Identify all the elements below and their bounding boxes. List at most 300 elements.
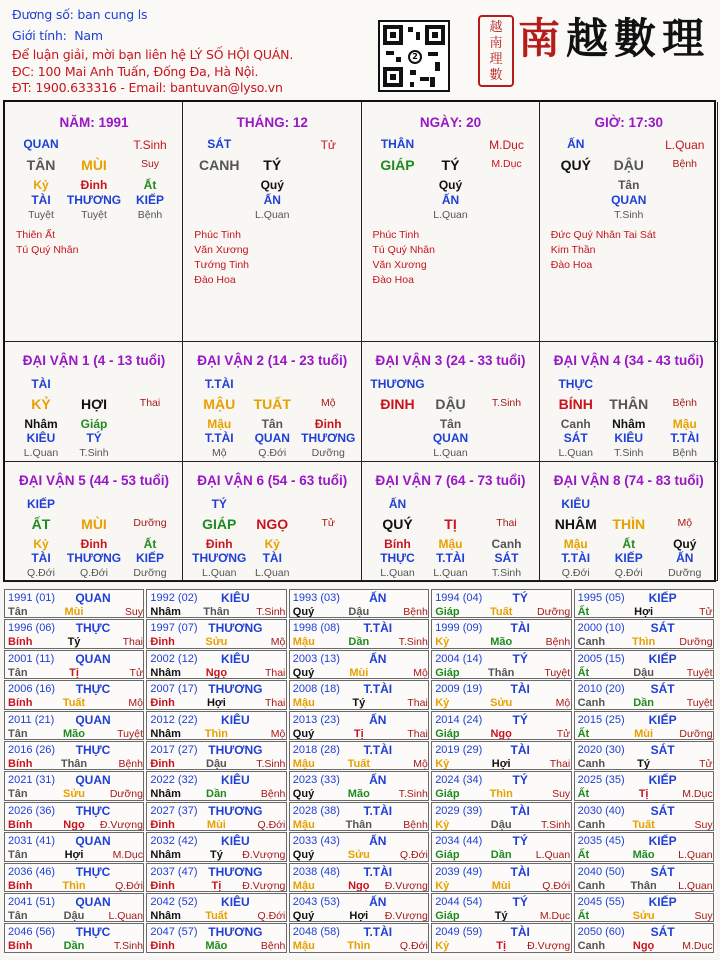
decade-hidden-phase: Dưỡng <box>133 566 167 579</box>
year-branch: Dần <box>490 849 512 862</box>
hidden-stem: Tân <box>618 178 640 192</box>
year-cell <box>4 923 144 952</box>
year-branch: Sửu <box>347 849 370 862</box>
gender-label: Giới tính: <box>12 28 67 43</box>
year-label: 2041 (51) <box>8 896 56 908</box>
decade-stem: GIÁP <box>202 515 237 532</box>
year-label: 2049 (59) <box>435 926 483 939</box>
year-cell <box>4 711 144 740</box>
hidden-stem: Kỷ <box>33 178 49 192</box>
year-cell <box>574 832 714 861</box>
year-label: 2032 (42) <box>150 835 198 848</box>
year-branch: Thìn <box>204 727 228 740</box>
year-stem: Kỷ <box>435 940 450 953</box>
year-phase: T.Sinh <box>113 940 143 953</box>
decade-stem: ẤT <box>31 515 51 532</box>
year-label: 2033 (43) <box>292 835 340 848</box>
year-ten-god: ẤN <box>369 773 387 788</box>
year-label: 2040 (50) <box>577 865 625 878</box>
year-branch: Tý <box>67 636 81 649</box>
decade-hidden-phase: L.Quan <box>23 447 59 459</box>
year-branch: Dần <box>63 940 85 953</box>
year-cell <box>431 741 571 770</box>
year-ten-god: TÀI <box>510 621 530 636</box>
pillar-cell-3 <box>362 102 540 342</box>
decade-ten-god: ẤN <box>388 496 407 511</box>
year-label: 2022 (32) <box>150 774 198 787</box>
year-ten-god: THỰC <box>75 803 111 818</box>
year-branch: Mùi <box>64 606 84 618</box>
year-stem: Bính <box>8 818 33 831</box>
decade-hidden-stem: Giáp <box>80 417 108 431</box>
hidden-god: TÀI <box>31 193 51 207</box>
year-ten-god: THƯƠNG <box>208 864 263 879</box>
year-label: 2031 (41) <box>8 835 56 848</box>
year-stem: Quý <box>292 666 315 679</box>
year-phase: T.Sinh <box>256 606 286 618</box>
year-cell <box>146 589 286 618</box>
year-ten-god: KIÊU <box>221 834 250 849</box>
year-label: 2006 (16) <box>8 683 56 696</box>
pillar-cell-1 <box>5 102 183 342</box>
decade-cell-5 <box>5 462 183 582</box>
year-ten-god: KIẾP <box>648 651 677 666</box>
decade-hidden-stem: Đinh <box>80 536 108 551</box>
year-branch: Hợi <box>64 849 84 862</box>
ten-god-branch: Tử <box>320 138 336 152</box>
year-phase: L.Quan <box>678 849 713 862</box>
year-stem: Ất <box>577 910 590 922</box>
decade-phase: Mộ <box>320 397 336 409</box>
decade-hidden-stem: Đinh <box>205 536 233 551</box>
ten-god-branch: L.Quan <box>665 138 705 152</box>
decade-hidden-god: QUAN <box>254 431 290 445</box>
year-stem: Ất <box>577 606 590 618</box>
year-phase: T.Sinh <box>398 788 428 801</box>
year-label: 1993 (03) <box>292 592 340 604</box>
year-label: 2048 (58) <box>292 926 340 939</box>
decade-hidden-stem: Mậu <box>672 417 697 431</box>
year-stem: Đinh <box>150 818 175 831</box>
year-phase: Tử <box>699 606 713 618</box>
year-stem: Canh <box>577 940 606 953</box>
year-phase: Q.Đới <box>399 849 428 862</box>
year-cell <box>146 650 286 679</box>
year-label: 2025 (35) <box>577 774 625 787</box>
year-label: 2042 (52) <box>150 896 198 908</box>
decade-branch: TUẤT <box>253 396 291 412</box>
year-phase: M.Dục <box>539 910 571 922</box>
year-ten-god: T.TÀI <box>363 925 393 940</box>
year-stem: Quý <box>292 788 315 801</box>
year-branch: Tý <box>352 697 366 710</box>
year-branch: Tị <box>496 940 507 953</box>
pillar-title: NGÀY: 20 <box>419 115 482 130</box>
year-phase: L.Quan <box>535 849 571 862</box>
hidden-phase: Bệnh <box>137 209 163 221</box>
year-label: 2039 (49) <box>435 865 483 878</box>
decade-hidden-stem: Nhâm <box>612 417 646 431</box>
star-name: Đào Hoa <box>194 274 236 286</box>
year-ten-god: ẤN <box>369 591 387 605</box>
year-cell <box>289 650 429 679</box>
year-label: 2045 (55) <box>577 896 625 908</box>
year-label: 2021 (31) <box>8 774 56 787</box>
year-cell <box>574 589 714 618</box>
year-branch: Dần <box>206 788 227 801</box>
year-branch: Sửu <box>490 697 513 710</box>
decade-branch: HỢI <box>81 396 107 412</box>
year-label: 2029 (39) <box>435 804 483 817</box>
year-stem: Quý <box>292 849 315 862</box>
year-phase: Đ.Vượng <box>527 940 571 953</box>
year-label: 2001 (11) <box>8 652 55 665</box>
hidden-stem: Quý <box>260 178 284 192</box>
decade-hidden-stem: Tân <box>439 417 462 431</box>
year-cell <box>146 923 286 952</box>
decade-hidden-stem: Mậu <box>438 536 463 551</box>
year-stem: Canh <box>577 818 606 831</box>
year-branch: Dậu <box>348 606 370 618</box>
decade-hidden-phase: T.Sinh <box>614 447 644 459</box>
year-stem: Tân <box>8 666 28 679</box>
year-branch: Thìn <box>489 788 513 801</box>
hidden-god: ẤN <box>263 193 281 207</box>
decade-cell-3 <box>362 342 540 462</box>
year-ten-god: SÁT <box>650 621 675 636</box>
owner-line: Đương số: ban cung ls <box>12 7 148 22</box>
year-phase: Tử <box>129 666 143 679</box>
earthly-branch: TÝ <box>441 157 460 173</box>
consult-line: Để luận giải, mời bạn liên hệ LÝ SỐ HỘI QUÁN. <box>12 47 294 62</box>
year-stem: Giáp <box>435 910 460 922</box>
year-cell <box>431 711 571 740</box>
decade-hidden-stem: Tân <box>261 417 283 431</box>
year-label: 2043 (53) <box>292 896 340 908</box>
year-cell <box>574 923 714 952</box>
year-branch: Hợi <box>206 697 226 710</box>
year-branch: Ngọ <box>205 666 228 679</box>
year-phase: Dưỡng <box>109 788 143 801</box>
decade-branch: TỊ <box>444 515 457 532</box>
year-stem: Tân <box>8 727 28 740</box>
year-ten-god: SÁT <box>650 743 675 757</box>
year-phase: Q.Đới <box>115 879 143 892</box>
year-stem: Đinh <box>150 879 175 892</box>
year-phase: Q.Đới <box>257 910 286 922</box>
year-cell <box>574 802 714 831</box>
year-stem: Quý <box>292 910 315 922</box>
year-ten-god: THỰC <box>75 682 111 697</box>
logo <box>518 6 710 66</box>
decade-hidden-god: THƯƠNG <box>192 550 247 565</box>
logo-char-4: 理 <box>662 14 711 63</box>
year-cell <box>431 863 571 892</box>
year-cell <box>289 589 429 618</box>
year-branch: Mão <box>205 940 228 953</box>
year-stem: Kỷ <box>435 818 450 831</box>
year-cell <box>146 619 286 648</box>
year-phase: Bệnh <box>260 788 286 801</box>
year-stem: Ất <box>577 788 590 801</box>
qr-center-mark: 2 <box>408 50 422 64</box>
year-cell <box>431 832 571 861</box>
hidden-god: THƯƠNG <box>66 193 122 207</box>
year-stem: Kỷ <box>435 879 450 892</box>
decade-ten-god: KIÊU <box>561 496 591 511</box>
year-phase: T.Sinh <box>398 636 428 649</box>
heavenly-stem: QUÝ <box>560 157 591 173</box>
year-ten-god: QUAN <box>75 651 111 666</box>
year-label: 2007 (17) <box>150 683 198 696</box>
year-ten-god: ẤN <box>369 834 387 849</box>
year-ten-god: KIẾP <box>648 834 677 849</box>
decade-hidden-phase: Q.Đới <box>27 566 55 579</box>
year-phase: Q.Đới <box>542 879 571 892</box>
decade-branch: THÌN <box>612 515 646 532</box>
year-stem: Đinh <box>150 636 175 649</box>
ten-god-stem: ẤN <box>567 137 585 151</box>
decade-cell-7 <box>362 462 540 582</box>
year-branch: Ngọ <box>490 727 512 740</box>
year-stem: Tân <box>8 849 28 862</box>
earthly-branch: DẬU <box>613 157 644 173</box>
year-cell <box>574 711 714 740</box>
decade-hidden-god: T.TÀI <box>436 550 465 565</box>
year-cell <box>431 802 571 831</box>
star-name: Tướng Tinh <box>194 259 250 271</box>
decade-branch: DẬU <box>435 396 466 412</box>
year-phase: Dưỡng <box>537 606 571 618</box>
decade-phase: Thai <box>496 516 517 529</box>
year-phase: L.Quan <box>678 879 713 892</box>
star-name: Kim Thần <box>550 244 596 256</box>
year-label: 2027 (37) <box>150 804 198 817</box>
decade-hidden-phase: Bệnh <box>672 447 698 459</box>
year-ten-god: THƯƠNG <box>208 803 263 818</box>
ten-god-stem: SÁT <box>207 137 232 151</box>
year-cell <box>4 619 144 648</box>
year-branch: Sửu <box>62 788 86 801</box>
year-ten-god: T.TÀI <box>363 803 393 818</box>
year-phase: Tuyệt <box>686 666 713 679</box>
year-ten-god: TÝ <box>512 651 528 666</box>
year-cell <box>431 893 571 922</box>
year-stem: Đinh <box>150 940 175 953</box>
year-ten-god: T.TÀI <box>363 864 393 879</box>
year-stem: Nhâm <box>150 606 181 618</box>
year-branch: Hợi <box>634 606 654 618</box>
year-cell <box>4 771 144 800</box>
decade-hidden-god: SÁT <box>563 431 588 445</box>
year-branch: Mùi <box>349 666 369 679</box>
year-label: 2037 (47) <box>150 865 198 878</box>
year-label: 2023 (33) <box>292 774 340 787</box>
logo-char-1: 南 <box>518 14 567 63</box>
year-cell <box>4 893 144 922</box>
year-stem: Giáp <box>435 727 460 740</box>
year-branch: Thìn <box>631 636 656 649</box>
year-phase: Suy <box>552 788 571 801</box>
decade-phase: Mộ <box>677 516 693 529</box>
year-cell <box>146 741 286 770</box>
year-stem: Tân <box>8 788 28 801</box>
year-branch: Mùi <box>491 879 511 892</box>
year-phase: Suy <box>124 606 143 618</box>
year-branch: Tuất <box>205 910 228 922</box>
year-stem: Nhâm <box>150 727 181 740</box>
year-cell <box>146 863 286 892</box>
year-stem: Mậu <box>292 636 315 649</box>
year-branch: Tuất <box>347 758 370 770</box>
year-ten-god: QUAN <box>75 773 111 788</box>
year-cell <box>289 923 429 952</box>
decade-title: ĐẠI VẬN 1 (4 - 13 tuổi) <box>22 353 166 368</box>
year-ten-god: TÀI <box>510 803 530 818</box>
decade-hidden-phase: Mộ <box>211 447 227 459</box>
decade-title: ĐẠI VẬN 7 (64 - 73 tuổi) <box>375 472 526 488</box>
year-cell <box>431 771 571 800</box>
year-stem: Tân <box>8 606 28 618</box>
year-label: 2000 (10) <box>577 622 625 635</box>
decade-hidden-god: TÀI <box>31 550 51 565</box>
year-phase: T.Sinh <box>541 818 571 831</box>
year-branch: Thân <box>203 606 230 618</box>
ten-god-branch: T.Sinh <box>133 138 167 152</box>
year-label: 2003 (13) <box>292 652 340 665</box>
year-phase: M.Dục <box>682 788 713 801</box>
year-cell <box>146 893 286 922</box>
year-stem: Mậu <box>292 818 315 831</box>
year-cell <box>289 680 429 709</box>
year-ten-god: TÝ <box>512 895 528 909</box>
year-ten-god: THỰC <box>75 925 111 940</box>
year-ten-god: ẤN <box>369 895 387 909</box>
decade-ten-god: THỰC <box>558 377 594 391</box>
year-stem: Mậu <box>292 879 315 892</box>
earthly-branch: MÙI <box>81 157 107 173</box>
year-phase: Bệnh <box>545 636 571 649</box>
year-ten-god: TÀI <box>510 864 530 879</box>
year-label: 2047 (57) <box>150 926 198 939</box>
year-ten-god: THỰC <box>75 743 111 757</box>
decade-hidden-phase: L.Quan <box>558 447 593 459</box>
year-stem: Quý <box>292 727 315 740</box>
year-cell <box>289 711 429 740</box>
year-phase: Thai <box>264 666 286 679</box>
year-branch: Tị <box>211 879 222 892</box>
year-ten-god: TÝ <box>512 591 528 605</box>
decade-phase: Bệnh <box>672 397 698 409</box>
decade-hidden-god: SÁT <box>494 550 519 565</box>
year-ten-god: KIÊU <box>221 591 250 605</box>
year-phase: Tuyệt <box>544 666 571 679</box>
decade-title: ĐẠI VẬN 2 (14 - 23 tuổi) <box>197 353 348 368</box>
year-label: 2038 (48) <box>292 865 340 878</box>
year-stem: Kỷ <box>435 758 450 770</box>
qr-code <box>378 20 450 92</box>
decade-hidden-phase: Q.Đới <box>80 566 108 579</box>
year-ten-god: THƯƠNG <box>208 743 263 757</box>
year-label: 1995 (05) <box>577 592 625 604</box>
year-label: 2011 (21) <box>8 713 55 726</box>
year-branch: Ngọ <box>63 818 85 831</box>
year-cell <box>574 650 714 679</box>
logo-char-3: 數 <box>614 14 663 63</box>
hidden-stem: Quý <box>438 178 463 192</box>
decade-hidden-god: KIÊU <box>614 431 644 445</box>
year-stem: Giáp <box>435 606 460 618</box>
year-label: 2018 (28) <box>292 744 340 756</box>
year-stem: Bính <box>8 758 33 770</box>
year-phase: Bệnh <box>403 606 428 618</box>
year-ten-god: KIẾP <box>648 773 677 788</box>
year-stem: Giáp <box>435 849 460 862</box>
logo-char-2: 越 <box>566 14 615 63</box>
year-stem: Quý <box>292 606 315 618</box>
year-phase: Bệnh <box>403 818 428 831</box>
star-name: Phúc Tinh <box>194 229 241 241</box>
year-branch: Tý <box>494 910 508 922</box>
year-phase: L.Quan <box>108 910 143 922</box>
year-cell <box>146 802 286 831</box>
decade-hidden-god: TÀI <box>262 550 282 565</box>
year-label: 2005 (15) <box>577 652 625 665</box>
year-phase: Mộ <box>270 727 286 740</box>
year-branch: Tuất <box>632 818 655 831</box>
decade-hidden-phase: Q.Đới <box>614 566 643 579</box>
year-ten-god: T.TÀI <box>363 682 393 697</box>
year-phase: T.Sinh <box>256 758 286 770</box>
decade-ten-god: THƯƠNG <box>370 377 425 391</box>
year-phase: Đ.Vượng <box>384 910 428 922</box>
year-ten-god: QUAN <box>75 712 111 727</box>
year-phase: Suy <box>694 910 713 922</box>
decade-title: ĐẠI VẬN 8 (74 - 83 tuổi) <box>553 472 704 488</box>
year-branch: Ngọ <box>348 879 370 892</box>
year-phase: M.Dục <box>112 849 143 862</box>
year-stem: Giáp <box>435 788 460 801</box>
decade-hidden-phase: T.Sinh <box>491 566 522 579</box>
year-cell <box>146 832 286 861</box>
year-label: 2028 (38) <box>292 804 340 817</box>
year-stem: Nhâm <box>150 910 181 922</box>
year-ten-god: ẤN <box>369 712 387 727</box>
decade-cell-1 <box>5 342 183 462</box>
year-branch: Tị <box>353 727 364 740</box>
year-stem: Mậu <box>292 697 315 710</box>
year-ten-god: THƯƠNG <box>208 925 263 940</box>
year-phase: Q.Đới <box>399 940 428 953</box>
year-label: 2008 (18) <box>292 683 340 696</box>
year-cell <box>4 680 144 709</box>
year-cell <box>146 711 286 740</box>
year-label: 2044 (54) <box>435 896 483 908</box>
decade-hidden-phase: L.Quan <box>255 566 290 579</box>
year-label: 1998 (08) <box>292 622 340 635</box>
year-ten-god: TÀI <box>510 743 530 757</box>
header <box>0 0 720 100</box>
year-stem: Bính <box>8 879 33 892</box>
decade-hidden-god: KIẾP <box>614 550 643 565</box>
heavenly-stem: CANH <box>199 157 240 173</box>
hidden-phase: L.Quan <box>433 209 468 221</box>
year-label: 2016 (26) <box>8 744 56 756</box>
year-cell <box>574 741 714 770</box>
year-stem: Canh <box>577 697 606 710</box>
hidden-phase: Tuyệt <box>81 209 107 221</box>
year-branch: Dậu <box>490 818 512 831</box>
